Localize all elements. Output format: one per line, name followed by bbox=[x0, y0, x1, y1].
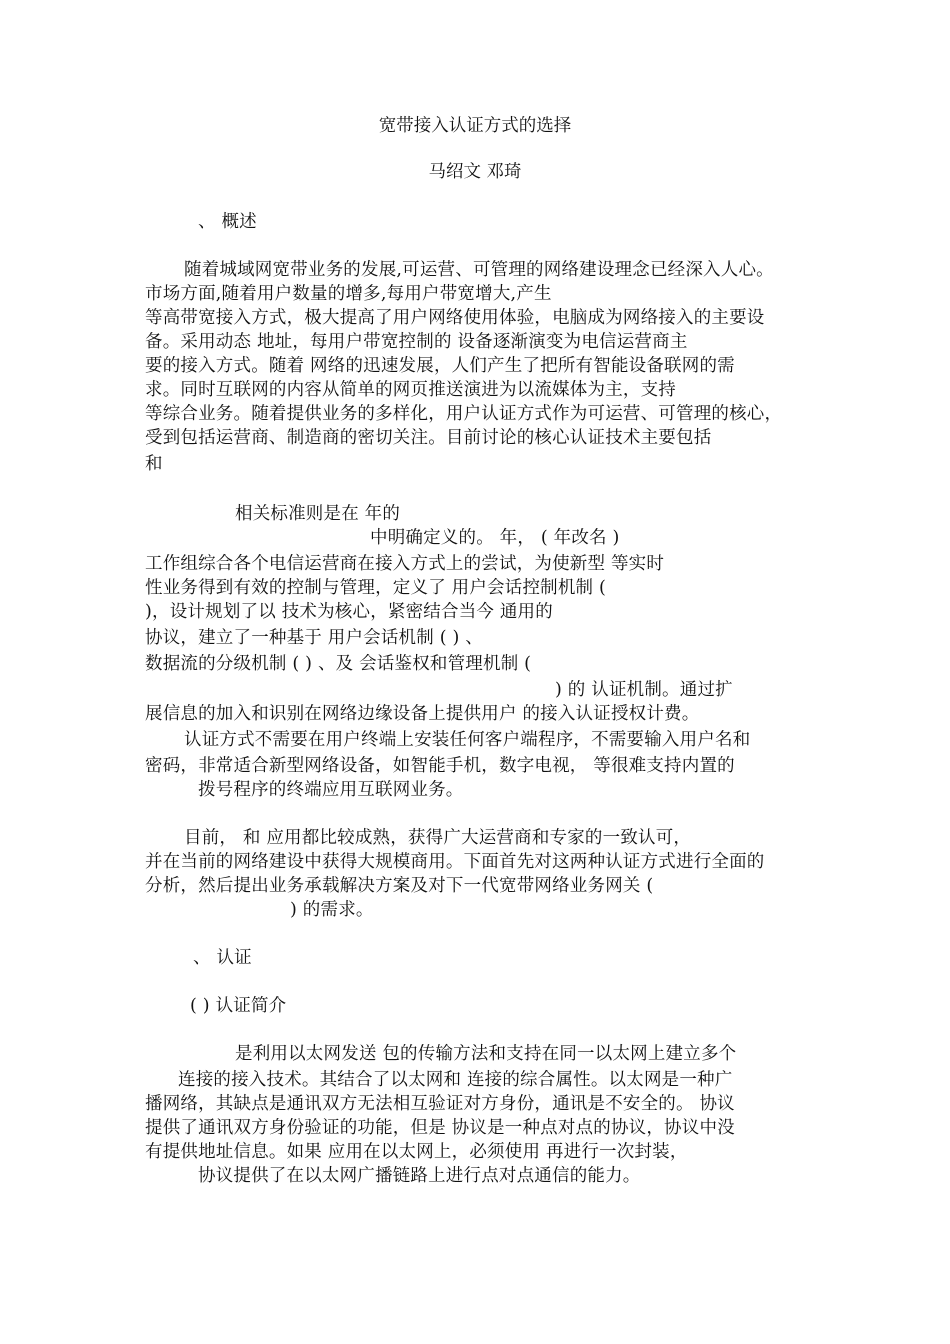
paragraph-line: 数据流的分级机制 ( ) 、及 会话鉴权和管理机制 ( bbox=[145, 654, 532, 674]
paragraph-line: 协议提供了在以太网广播链路上进行点对点通信的能力。 bbox=[198, 1166, 641, 1186]
paragraph-line: 分析，然后提出业务承载解决方案及对下一代宽带网络业务网关 ( bbox=[145, 876, 654, 896]
subsection-heading: ( ) 认证简介 bbox=[190, 996, 287, 1016]
paragraph-line: 连接的接入技术。其结合了以太网和 连接的综合属性。以太网是一种广 bbox=[178, 1070, 733, 1090]
section-heading: 、 认证 bbox=[193, 948, 252, 968]
paragraph-line: 和 bbox=[145, 454, 163, 474]
paragraph-line: 市场方面,随着用户数量的增多,每用户带宽增大,产生 bbox=[145, 284, 552, 304]
paragraph-line: ) 的需求。 bbox=[290, 900, 374, 920]
paragraph-line: 有提供地址信息。如果 应用在以太网上，必须使用 再进行一次封装， bbox=[145, 1142, 688, 1162]
paragraph-line: 协议，建立了一种基于 用户会话机制 ( ) 、 bbox=[145, 628, 484, 648]
paragraph-line: 受到包括运营商、制造商的密切关注。目前讨论的核心认证技术主要包括 bbox=[145, 428, 712, 448]
paragraph-line: 工作组综合各个电信运营商在接入方式上的尝试，为使新型 等实时 bbox=[145, 554, 665, 574]
paragraph-line: )，设计规划了以 技术为核心，紧密结合当今 通用的 bbox=[145, 602, 553, 622]
paragraph-line: 播网络，其缺点是通讯双方无法相互验证对方身份，通讯是不安全的。 协议 bbox=[145, 1094, 735, 1114]
paragraph-line: 密码，非常适合新型网络设备，如智能手机，数字电视， 等很难支持内置的 bbox=[145, 756, 735, 776]
paragraph-line: 目前， 和 应用都比较成熟，获得广大运营商和专家的一致认可， bbox=[184, 828, 692, 848]
paragraph-line: 要的接入方式。随着 网络的迅速发展，人们产生了把所有智能设备联网的需 bbox=[145, 356, 735, 376]
paragraph-line: ) 的 认证机制。通过扩 bbox=[555, 680, 733, 700]
paragraph-line: 求。同时互联网的内容从简单的网页推送演进为以流媒体为主，支持 bbox=[145, 380, 676, 400]
paragraph-line: 随着城域网宽带业务的发展,可运营、可管理的网络建设理念已经深入人心。 bbox=[184, 260, 774, 280]
paragraph-line: 并在当前的网络建设中获得大规模商用。下面首先对这两种认证方式进行全面的 bbox=[145, 852, 765, 872]
paragraph-line: 是利用以太网发送 包的传输方法和支持在同一以太网上建立多个 bbox=[235, 1044, 737, 1064]
paragraph-line: 提供了通讯双方身份验证的功能，但是 协议是一种点对点的协议，协议中没 bbox=[145, 1118, 735, 1138]
paragraph-line: 性业务得到有效的控制与管理，定义了 用户会话控制机制 ( bbox=[145, 578, 607, 598]
document-authors: 马绍文 邓琦 bbox=[428, 162, 522, 182]
paragraph-line: 等高带宽接入方式，极大提高了用户网络使用体验，电脑成为网络接入的主要设 bbox=[145, 308, 765, 328]
document-title: 宽带接入认证方式的选择 bbox=[378, 116, 572, 136]
paragraph-line: 认证方式不需要在用户终端上安装任何客户端程序，不需要输入用户名和 bbox=[184, 730, 751, 750]
paragraph-line: 中明确定义的。 年， ( 年改名 ) bbox=[370, 528, 620, 548]
paragraph-line: 等综合业务。随着提供业务的多样化，用户认证方式作为可运营、可管理的核心， bbox=[145, 404, 783, 424]
paragraph-line: 相关标准则是在 年的 bbox=[235, 504, 401, 524]
section-heading: 、 概述 bbox=[198, 212, 257, 232]
paragraph-line: 展信息的加入和识别在网络边缘设备上提供用户 的接入认证授权计费。 bbox=[145, 704, 700, 724]
paragraph-line: 拨号程序的终端应用互联网业务。 bbox=[198, 780, 464, 800]
paragraph-line: 备。采用动态 地址，每用户带宽控制的 设备逐渐演变为电信运营商主 bbox=[145, 332, 688, 352]
